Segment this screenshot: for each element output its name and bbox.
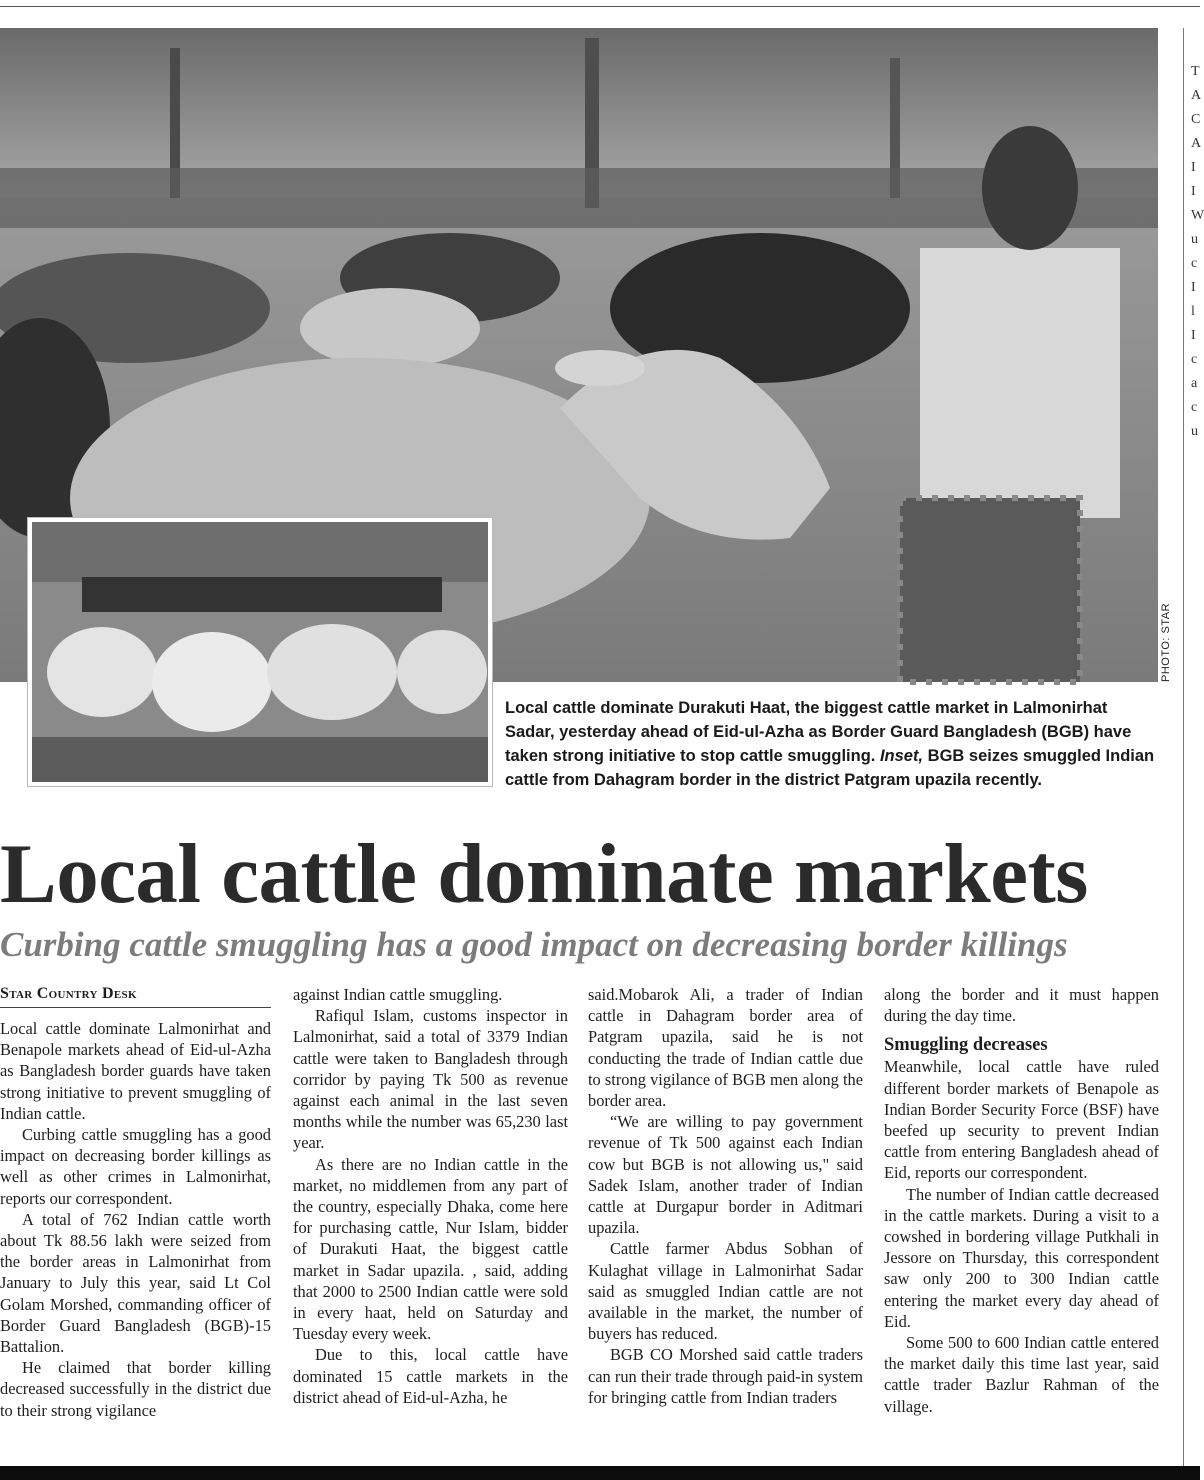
paragraph: Curbing cattle smuggling has a good impact on decreasing border killings as well as other crimes in Lalmonirhat, reports our correspondent. <box>0 1125 271 1208</box>
paragraph: Local cattle dominate Lalmonirhat and Benapole markets ahead of Eid-ul-Azha as Bangladesh border guards have taken strong initiative to prevent smuggling of Indian cattle. <box>0 1019 271 1123</box>
article-column-4 <box>884 984 1159 1417</box>
paragraph: Due to this, local cattle have dominated 15 cattle markets in the district ahead of Eid-ul-Azha, he <box>293 1345 568 1407</box>
byline: Star Country Desk <box>0 983 271 1008</box>
section-subhead: Smuggling decreases <box>884 1035 1048 1056</box>
paragraph: As there are no Indian cattle in the market, no middlemen from any part of the country, especially Dhaka, come here for purchasing cattle, Nur Islam, bidder of Durakuti Haat, the biggest cattle market in Sadar upazila. , said, adding that 2000 to 2500 Indian cattle were sold in every haat, held on Saturday and Tuesday every week. <box>293 1154 568 1344</box>
paragraph: He claimed that border killing decreased successfully in the district due to their strong vigilance <box>0 1358 271 1420</box>
article-column-3 <box>588 984 863 1408</box>
column-divider <box>1183 28 1184 1468</box>
paragraph: Meanwhile, local cattle have ruled different border markets of Benapole as Indian Border Security Force (BSF) have beefed up security to prevent Indian cattle from entering Bangladesh ahead of Eid, reports our correspondent. <box>884 1057 1159 1183</box>
top-rule <box>0 6 1200 7</box>
headline: Local cattle dominate markets <box>0 827 1088 921</box>
scan-edge <box>0 1466 1200 1480</box>
adjacent-column-edge: T A C A I I W u c I l I c a c u <box>1191 64 1204 439</box>
paragraph: BGB CO Morshed said cattle traders can run their trade through paid-in system for bringing cattle from Indian traders <box>588 1345 863 1407</box>
photo-credit: PHOTO: STAR <box>1160 602 1172 682</box>
article-column-1 <box>0 1018 271 1421</box>
photo-caption <box>505 696 1155 792</box>
paragraph: Rafiqul Islam, customs inspector in Lalmonirhat, said a total of 3379 Indian cattle were taken to Bangladesh through corridor by paying Tk 500 as revenue against each animal in the last seven months while the number was 65,230 last year. <box>293 1006 568 1153</box>
paragraph: “We are willing to pay government revenue of Tk 500 against each Indian cow but BGB is not allowing us," said Sadek Islam, another trader of Indian cattle at Durgapur border in Aditmari upazila. <box>588 1112 863 1238</box>
subheadline: Curbing cattle smuggling has a good impact on decreasing border killings <box>0 925 1068 964</box>
caption-main: Local cattle dominate Durakuti Haat, the biggest cattle market in Lalmonirhat Sadar, yesterday ahead of Eid-ul-Azha as Border Guard Bangladesh (BGB) have taken strong initiative to stop cattle smuggling. <box>505 699 1132 765</box>
paragraph: against Indian cattle smuggling. <box>293 985 503 1004</box>
paragraph: Cattle farmer Abdus Sobhan of Kulaghat village in Lalmonirhat Sadar said as smuggled Indian cattle are not available in the market, the number of buyers has reduced. <box>588 1239 863 1344</box>
paragraph: A total of 762 Indian cattle worth about Tk 88.56 lakh were seized from the border areas in Lalmonirhat from January to July this year, said Lt Col Golam Morshed, commanding officer of Border Guard Bangladesh (BGB)-15 Battalion. <box>0 1209 271 1357</box>
inset-photo <box>27 517 493 787</box>
paragraph: Some 500 to 600 Indian cattle entered the market daily this time last year, said cattle trader Bazlur Rahman of the village. <box>884 1333 1159 1416</box>
caption-inset-text: BGB seizes smuggled Indian cattle from Dahagram border in the district Patgram upazila recently. <box>505 747 1155 789</box>
paragraph: said.Mobarok Ali, a trader of Indian cattle in Dahagram border area of Patgram upazila, said he is not conducting the trade of Indian cattle due to strong vigilance of BGB men along the border area. <box>588 985 863 1111</box>
paragraph: The number of Indian cattle decreased in the cattle markets. During a visit to a cowshed in bordering village Putkhali in Jessore on Thursday, this correspondent saw only 200 to 300 Indian cattle entering the market every day ahead of Eid. <box>884 1184 1159 1331</box>
caption-inset-label: Inset, <box>879 747 924 765</box>
paragraph: along the border and it must happen during the day time. <box>884 985 1159 1026</box>
article-column-2 <box>293 984 568 1408</box>
